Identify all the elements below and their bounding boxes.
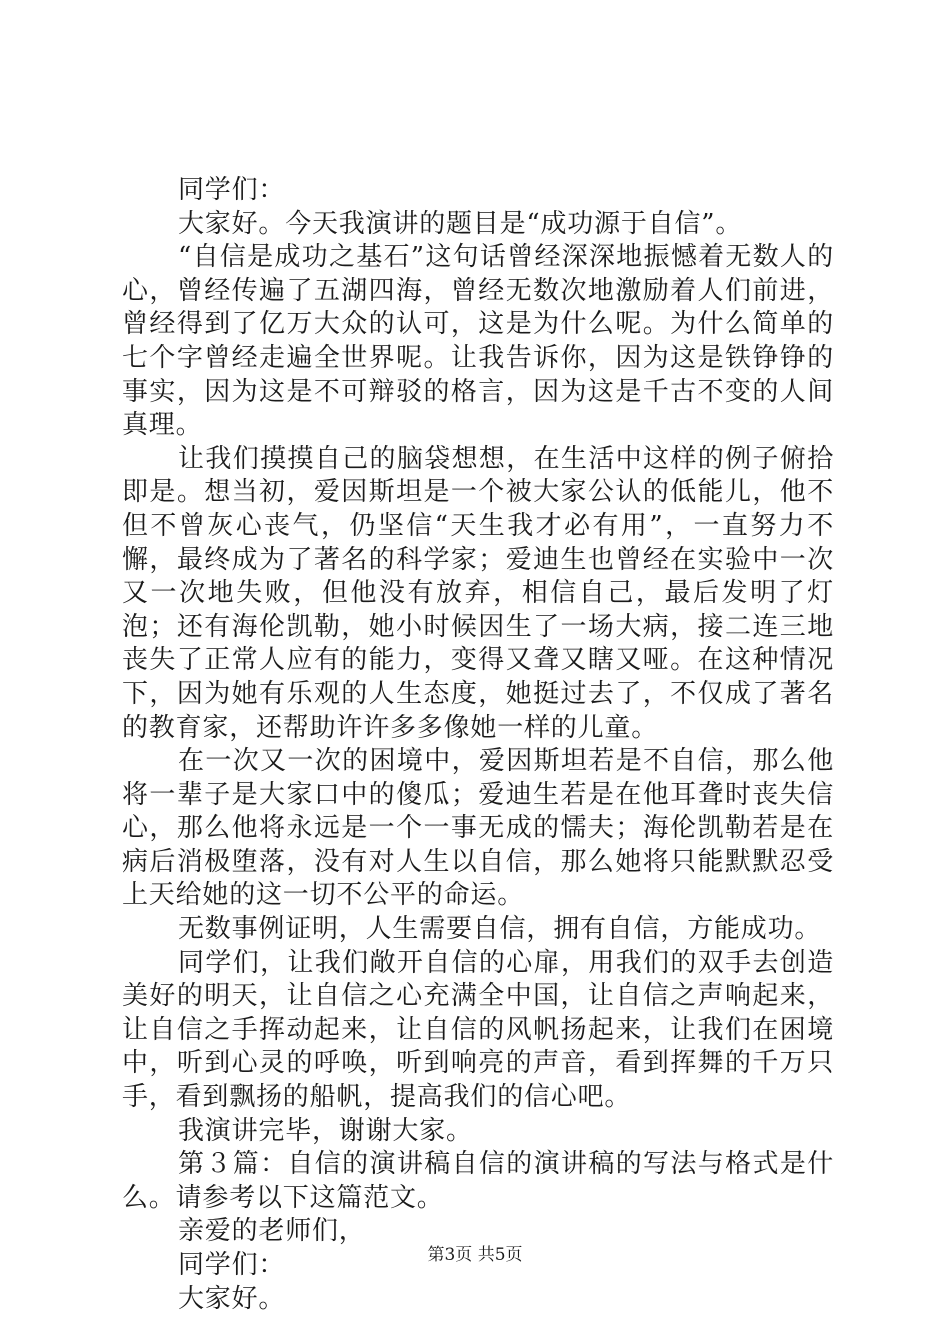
paragraph-proof: 无数事例证明，人生需要自信，拥有自信，方能成功。 — [178, 914, 822, 945]
document-body — [122, 174, 834, 1316]
paragraph-adversity: 在一次又一次的困境中，爱因斯坦若是不自信，那么他将一辈子是大家口中的傻瓜；爱迪生若是在他耳聋时丧失信心，那么他将永远是一个一事无成的懦夫；海伦凯勒若是在病后消极堕落，没有对人生以自信，那么她将只能默默忍受上天给她的这一切不公平的命运。 — [122, 746, 834, 911]
paragraph-closing: 我演讲完毕，谢谢大家。 — [178, 1115, 473, 1146]
paragraph-topic: 大家好。今天我演讲的题目是“成功源于自信”。 — [178, 208, 743, 239]
paragraph-section-heading: 第３篇：自信的演讲稿自信的演讲稿的写法与格式是什么。请参考以下这篇范文。 — [122, 1149, 834, 1213]
paragraph-examples: 让我们摸摸自己的脑袋想想，在生活中这样的例子俯拾即是。想当初，爱因斯坦是一个被大家公认的低能儿，他不但不曾灰心丧气，仍坚信“天生我才必有用”，一直努力不懈，最终成为了著名的科学家；爱迪生也曾经在实验中一次又一次地失败，但他没有放弃，相信自己，最后发明了灯泡；还有海伦凯勒，她小时候因生了一场大病，接二连三地丧失了正常人应有的能力，变得又聋又瞎又哑。在这种情况下，因为她有乐观的人生态度，她挺过去了，不仅成了著名的教育家，还帮助许许多多像她一样的儿童。 — [122, 443, 834, 743]
paragraph-call-to-action: 同学们，让我们敞开自信的心扉，用我们的双手去创造美好的明天，让自信之心充满全中国，让自信之声响起来，让自信之手挥动起来，让自信的风帆扬起来，让我们在困境中，听到心灵的呼唤，听到响亮的声音，看到挥舞的千万只手，看到飘扬的船帆，提高我们的信心吧。 — [122, 947, 834, 1113]
paragraph-greeting: 同学们： — [178, 175, 286, 205]
paragraph-hello: 大家好。 — [178, 1283, 286, 1314]
paragraph-salutation-students: 同学们： — [178, 1250, 286, 1280]
paragraph-cornerstone: “自信是成功之基石”这句话曾经深深地振憾着无数人的心，曾经传遍了五湖四海，曾经无数次地激励着人们前进，曾经得到了亿万大众的认可，这是为什么呢。为什么简单的七个字曾经走遍全世界呢。让我告诉你，因为这是铁铮铮的事实，因为这是不可辩驳的格言，因为这是千古不变的人间真理。 — [122, 242, 834, 441]
paragraph-salutation-teachers: 亲爱的老师们， — [178, 1216, 366, 1247]
page-number-footer: 第3页 共5页 — [427, 1245, 523, 1265]
